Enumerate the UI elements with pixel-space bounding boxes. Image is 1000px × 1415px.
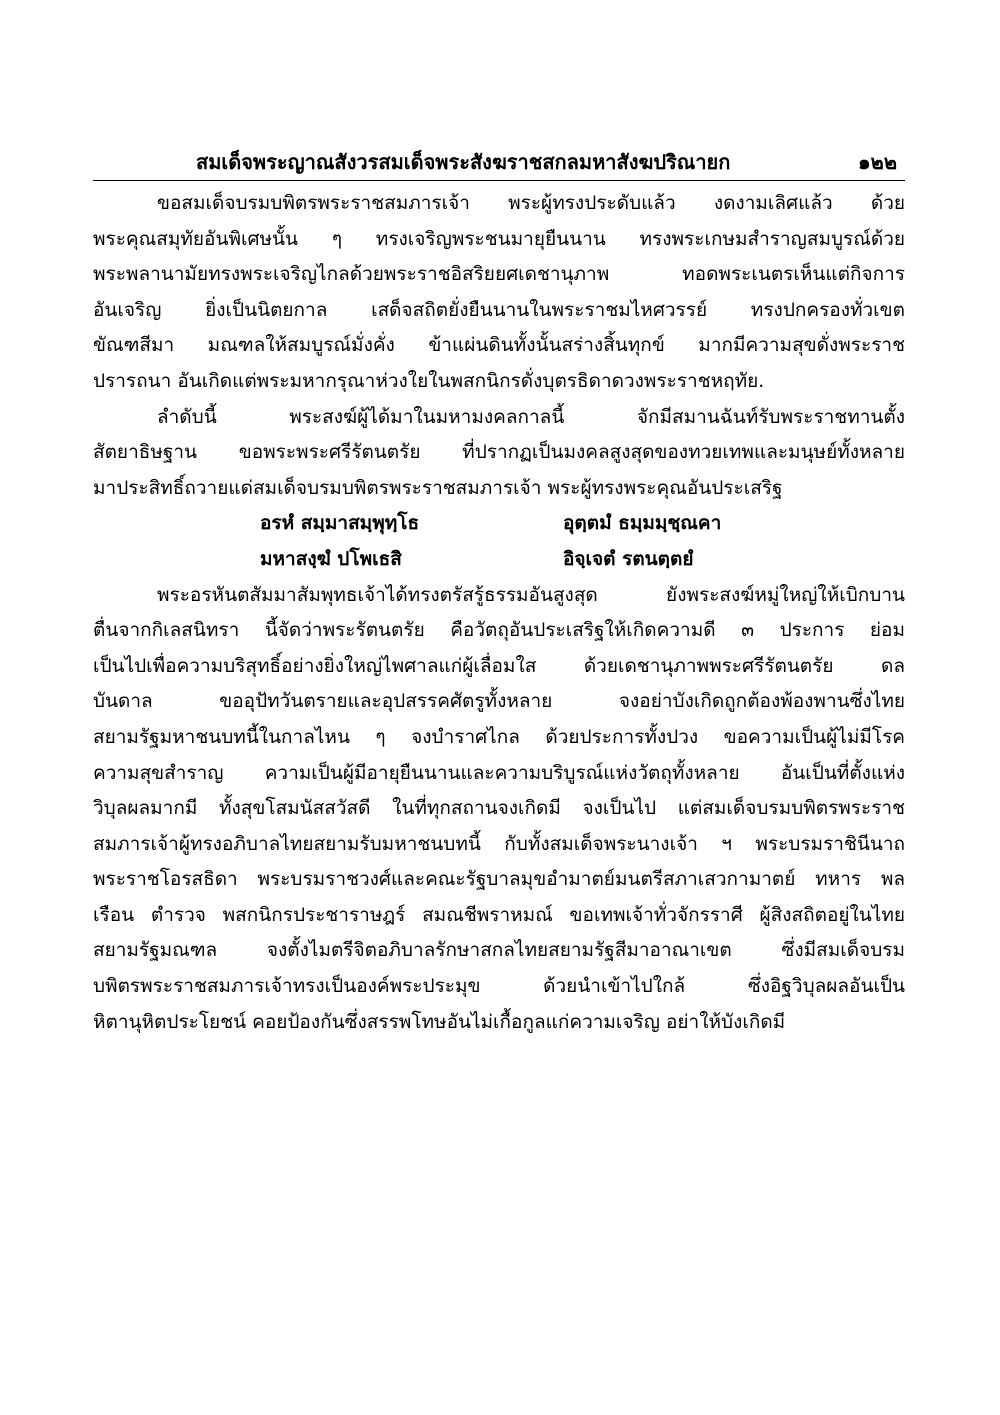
page-header [93, 146, 905, 181]
verse-line [93, 542, 905, 578]
text-line: ลำดับนี้ พระสงฆ์ผู้ได้มาในมหามงคลกาลนี้ จักมีสมานฉันท์รับพระราชทานตั้ง [157, 405, 905, 428]
text-line: มาประสิทธิ์ถวายแด่สมเด็จบรมบพิตรพระราชสมภารเจ้า พระผู้ทรงพระคุณอันประเสริฐ [93, 476, 783, 499]
pali-verse [93, 506, 905, 577]
text-line: วิบุลผลมากมี ทั้งสุขโสมนัสสวัสดี ในที่ทุกสถานจงเกิดมี จงเป็นไป แต่สมเด็จบรมบพิตรพระราช [93, 797, 905, 820]
text-line: อันเจริญ ยิ่งเป็นนิตยกาล เสด็จสถิตยั่งยืนนานในพระราชมไหศวรรย์ ทรงปกครองทั่วเขต [93, 298, 905, 321]
text-line: พระราชโอรสธิดา พระบรมราชวงศ์และคณะรัฐบาลมุขอำมาตย์มนตรีสภาเสวกามาตย์ ทหาร พล [93, 868, 905, 891]
text-line: พระคุณสมุทัยอันพิเศษนั้น ๆ ทรงเจริญพระชนมายุยืนนาน ทรงพระเกษมสำราญสมบูรณ์ด้วย [93, 227, 905, 250]
text-line: เป็นไปเพื่อความบริสุทธิ์อย่างยิ่งใหญ่ไพศาลแก่ผู้เลื่อมใส ด้วยเดชานุภาพพระศรีรัตนตรัย ดล [93, 654, 905, 677]
text-line: สัตยาธิษฐาน ขอพระพระศรีรัตนตรัย ที่ปรากฏเป็นมงคลสูงสุดของทวยเทพและมนุษย์ทั้งหลาย [93, 441, 905, 464]
verse-left: อรหํ สมฺมาสมฺพุทฺโธ [260, 512, 420, 535]
text-line: ขอสมเด็จบรมบพิตรพระราชสมภารเจ้า พระผู้ทรงประดับแล้ว งดงามเลิศแล้ว ด้วย [157, 192, 905, 214]
text-line: พระอรหันตสัมมาสัมพุทธเจ้าได้ทรงตรัสรู้ธรรมอันสูงสุด ยังพระสงฆ์หมู่ใหญ่ให้เบิกบาน [157, 583, 905, 606]
text-line: สยามรัฐมหาชนบทนี้ในกาลไหน ๆ จงบำราศไกล ด้วยประการทั้งปวง ขอความเป็นผู้ไม่มีโรค [93, 725, 905, 748]
paragraph-invocation [93, 400, 905, 507]
verse-right: อุตฺตมํ ธมฺมมฺชฺณคา [563, 512, 722, 535]
text-line: บันดาล ขออุปัทวันตรายและอุปสรรคศัตรูทั้งหลาย จงอย่าบังเกิดถูกต้องพ้องพานซึ่งไทย [93, 690, 905, 713]
text-line: สยามรัฐมณฑล จงตั้งไมตรีจิตอภิบาลรักษาสกลไทยสยามรัฐสีมาอาณาเขต ซึ่งมีสมเด็จบรม [93, 939, 905, 962]
text-line: บพิตรพระราชสมภารเจ้าทรงเป็นองค์พระประมุข ด้วยนำเข้าไปใกล้ ซึ่งอิฐวิบุลผลอันเป็น [93, 975, 905, 998]
verse-left: มหาสงฺฆํ ปโพเธสิ [260, 547, 402, 570]
text-line: ความสุขสำราญ ความเป็นผู้มีอายุยืนนานและความบริบูรณ์แห่งวัตถุทั้งหลาย อันเป็นที่ตั้งแห่ง [93, 761, 905, 784]
text-line: ตื่นจากกิเลสนิทรา นี้จัดว่าพระรัตนตรัย คือวัตถุอันประเสริฐให้เกิดความดี ๓ ประการ ย่อม [93, 619, 905, 642]
text-line: ขัณฑสีมา มณฑลให้สมบูรณ์มั่งคั่ง ข้าแผ่นดินทั้งนั้นสร่างสิ้นทุกข์ มากมีความสุขดั่งพระราช [93, 334, 905, 357]
text-line: ปรารถนา อันเกิดแต่พระมหากรุณาห่วงใยในพสกนิกรดั่งบุตรธิดาดวงพระราชหฤทัย. [93, 369, 765, 392]
paragraph-blessing [93, 186, 905, 400]
text-line: หิตานุหิตประโยชน์ คอยป้องกันซึ่งสรรพโทษอันไม่เกื้อกูลแก่ความเจริญ อย่าให้บังเกิดมี [93, 1010, 786, 1033]
text-line: เรือน ตำรวจ พสกนิกรประชาราษฎร์ สมณชีพราหมณ์ ขอเทพเจ้าทั่วจักรราศี ผู้สิงสถิตอยู่ในไทย [93, 903, 905, 926]
body-text [93, 186, 905, 1040]
page-number: ๑๒๒ [857, 150, 897, 174]
paragraph-triple-gem [93, 578, 905, 1041]
verse-line [93, 506, 905, 542]
text-line: สมภารเจ้าผู้ทรงอภิบาลไทยสยามรับมหาชนบทนี้ กับทั้งสมเด็จพระนางเจ้า ฯ พระบรมราชินีนาถ [93, 832, 905, 855]
text-line: พระพลานามัยทรงพระเจริญไกลด้วยพระราชอิสริยยศเดชานุภาพ ทอดพระเนตรเห็นแต่กิจการ [93, 263, 905, 286]
verse-right: อิจฺเจตํ รตนตฺตยํ [563, 547, 694, 570]
header-title: สมเด็จพระญาณสังวรสมเด็จพระสังฆราชสกลมหาสังฆปริณายก [196, 150, 731, 174]
